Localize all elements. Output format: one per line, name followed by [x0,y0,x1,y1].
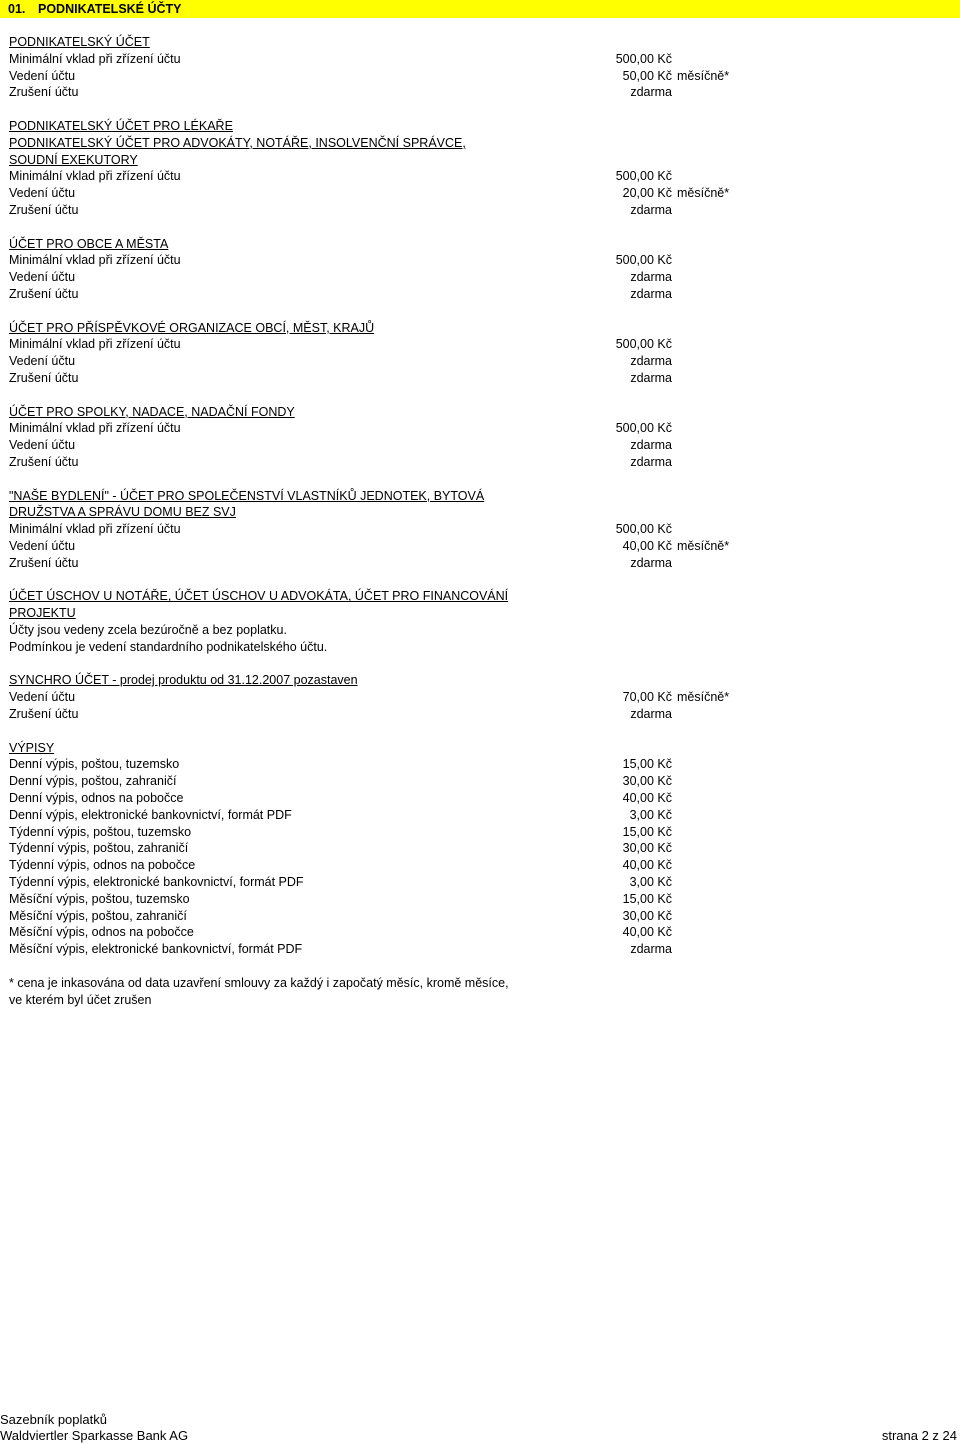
fee-row [9,555,949,572]
section-title: PROJEKTU [9,606,76,621]
section-title-line [9,118,949,135]
fee-amount: 30,00 Kč [622,841,672,856]
fee-row [9,252,949,269]
fee-row [9,773,949,790]
fee-label: Denní výpis, odnos na pobočce [9,791,184,805]
fee-row [9,807,949,824]
fee-amount: zdarma [630,85,672,100]
fee-label: Týdenní výpis, poštou, zahraničí [9,841,189,856]
fee-label: Zrušení účtu [9,371,79,385]
section-title: DRUŽSTVA A SPRÁVU DOMU BEZ SVJ [9,505,236,520]
fee-amount: zdarma [630,371,672,385]
chapter-number: 01. [8,2,26,16]
fee-label: Vedení účtu [9,438,76,453]
fee-amount: zdarma [630,438,672,453]
section-title-line [9,135,949,152]
fee-label: Vedení účtu [9,690,76,705]
footer-bank-name: Waldviertler Sparkasse Bank AG [0,1428,189,1443]
fee-label: Denní výpis, poštou, zahraničí [9,774,177,789]
fee-row [9,706,949,723]
section-title-line [9,605,949,622]
section-title-line [9,320,949,337]
fee-period: měsíčně* [677,68,730,83]
footer-document-name: Sazebník poplatků [0,1412,107,1427]
fee-row [9,756,949,773]
section-title-line [9,672,949,689]
fee-row [9,521,949,538]
fee-amount: 3,00 Kč [629,807,672,822]
fee-label: Zrušení účtu [9,707,79,721]
fee-label: Denní výpis, poštou, tuzemsko [9,757,180,772]
fee-label: Měsíční výpis, poštou, tuzemsko [9,891,190,906]
fee-row [9,84,949,101]
fee-row [9,454,949,471]
fee-label: Minimální vklad při zřízení účtu [9,522,181,537]
fee-label: Zrušení účtu [9,85,79,100]
fee-amount: 30,00 Kč [622,908,672,923]
fee-amount: 15,00 Kč [622,824,672,839]
footer-line-2 [0,1427,960,1444]
fee-label: Vedení účtu [9,354,76,369]
fee-row [9,437,949,454]
fee-row [9,639,949,656]
section-title: VÝPISY [9,740,55,755]
fee-label: Zrušení účtu [9,555,79,570]
footnote-text: ve kterém byl účet zrušen [9,992,152,1007]
fee-amount: 500,00 Kč [615,51,672,66]
fee-label: Podmínkou je vedení standardního podnikatelského účtu. [9,639,328,654]
footnote-line [9,975,949,992]
fee-amount: 30,00 Kč [622,774,672,789]
section-title-line [9,152,949,169]
fee-amount: 50,00 Kč [622,68,672,83]
fee-amount: 40,00 Kč [622,925,672,940]
fee-amount: zdarma [630,707,672,721]
chapter-title: PODNIKATELSKÉ ÚČTY [38,2,182,16]
fee-amount: 20,00 Kč [622,186,672,201]
fee-label: Zrušení účtu [9,287,79,301]
section-title: ÚČET PRO SPOLKY, NADACE, NADAČNÍ FONDY [9,404,295,419]
footer-page-number: strana 2 z 24 [881,1428,957,1443]
fee-label: Týdenní výpis, poštou, tuzemsko [9,824,192,839]
fee-amount: zdarma [630,203,672,217]
fee-row [9,185,949,202]
fee-label: Minimální vklad při zřízení účtu [9,253,181,268]
fee-amount: zdarma [630,354,672,369]
fee-row [9,874,949,891]
fee-row [9,941,949,958]
fee-row [9,353,949,370]
fee-amount: 40,00 Kč [622,791,672,805]
section-title: SYNCHRO ÚČET - prodej produktu od 31.12.2007 pozastaven [9,673,358,688]
section-title: ÚČET PRO OBCE A MĚSTA [9,236,169,251]
fee-row [9,269,949,286]
fee-row [9,420,949,437]
fee-amount: 500,00 Kč [615,337,672,352]
fee-row [9,168,949,185]
fee-label: Účty jsou vedeny zcela bezúročně a bez poplatku. [9,623,287,637]
fee-row [9,689,949,706]
fee-label: Zrušení účtu [9,455,79,469]
fee-label: Měsíční výpis, odnos na pobočce [9,925,194,940]
section-title: PODNIKATELSKÝ ÚČET [9,35,150,49]
fee-label: Minimální vklad při zřízení účtu [9,337,181,352]
fee-amount: 500,00 Kč [615,169,672,184]
section-title-line [9,488,949,505]
section-title: PODNIKATELSKÝ ÚČET PRO ADVOKÁTY, NOTÁŘE, INSOLVENČNÍ SPRÁVCE, [9,135,466,150]
section-title: SOUDNÍ EXEKUTORY [9,152,138,167]
section-title-line [9,404,949,421]
section-title-line [9,236,949,253]
section-title-line [9,34,949,51]
footnote-line [9,992,949,1009]
fee-row [9,370,949,387]
fee-label: Měsíční výpis, elektronické bankovnictví, formát PDF [9,942,303,957]
section-title-line [9,588,949,605]
section-title: "NAŠE BYDLENÍ" - ÚČET PRO SPOLEČENSTVÍ VLASTNÍKŮ JEDNOTEK, BYTOVÁ [9,488,485,503]
fee-row [9,202,949,219]
fee-period: měsíčně* [677,690,730,705]
fee-label: Týdenní výpis, elektronické bankovnictví, formát PDF [9,875,304,889]
fee-row [9,824,949,841]
fee-amount: zdarma [630,270,672,285]
fee-label: Minimální vklad při zřízení účtu [9,421,181,436]
fee-label: Týdenní výpis, odnos na pobočce [9,858,196,873]
fee-label: Měsíční výpis, poštou, zahraničí [9,908,187,923]
fee-period: měsíčně* [677,539,730,553]
fee-row [9,286,949,303]
fee-label: Zrušení účtu [9,203,79,217]
fee-amount: zdarma [630,455,672,469]
fee-row [9,51,949,68]
fee-amount: 3,00 Kč [629,875,672,889]
fee-row [9,538,949,555]
fee-amount: 70,00 Kč [622,690,672,705]
fee-amount: zdarma [630,287,672,301]
fee-amount: 500,00 Kč [615,253,672,268]
fee-amount: 500,00 Kč [615,421,672,436]
fee-row [9,924,949,941]
chapter-header [0,0,960,18]
fee-row [9,857,949,874]
fee-amount: 15,00 Kč [622,891,672,906]
fee-label: Minimální vklad při zřízení účtu [9,51,181,66]
fee-amount: 40,00 Kč [622,539,672,553]
fee-label: Denní výpis, elektronické bankovnictví, formát PDF [9,807,292,822]
section-title-line [9,740,949,757]
section-title: ÚČET PRO PŘÍSPĚVKOVÉ ORGANIZACE OBCÍ, MĚST, KRAJŮ [9,320,375,335]
fee-amount: 15,00 Kč [622,757,672,772]
footer-line-1 [0,1411,960,1428]
section-title: PODNIKATELSKÝ ÚČET PRO LÉKAŘE [9,119,233,133]
fee-row [9,908,949,925]
fee-row [9,790,949,807]
fee-row [9,622,949,639]
fee-label: Vedení účtu [9,68,76,83]
fee-amount: 500,00 Kč [615,522,672,537]
fee-amount: zdarma [630,942,672,957]
footnote-text: * cena je inkasována od data uzavření smlouvy za každý i započatý měsíc, kromě měsíce, [9,975,509,990]
fee-period: měsíčně* [677,186,730,201]
fee-row [9,336,949,353]
fee-amount: zdarma [630,555,672,570]
fee-label: Vedení účtu [9,539,76,553]
fee-label: Vedení účtu [9,270,76,285]
fee-amount: 40,00 Kč [622,858,672,873]
fee-label: Vedení účtu [9,186,76,201]
fee-row [9,840,949,857]
section-title: ÚČET ÚSCHOV U NOTÁŘE, ÚČET ÚSCHOV U ADVOKÁTA, ÚČET PRO FINANCOVÁNÍ [9,589,509,604]
fee-row [9,68,949,85]
fee-row [9,891,949,908]
fee-label: Minimální vklad při zřízení účtu [9,169,181,184]
section-title-line [9,504,949,521]
